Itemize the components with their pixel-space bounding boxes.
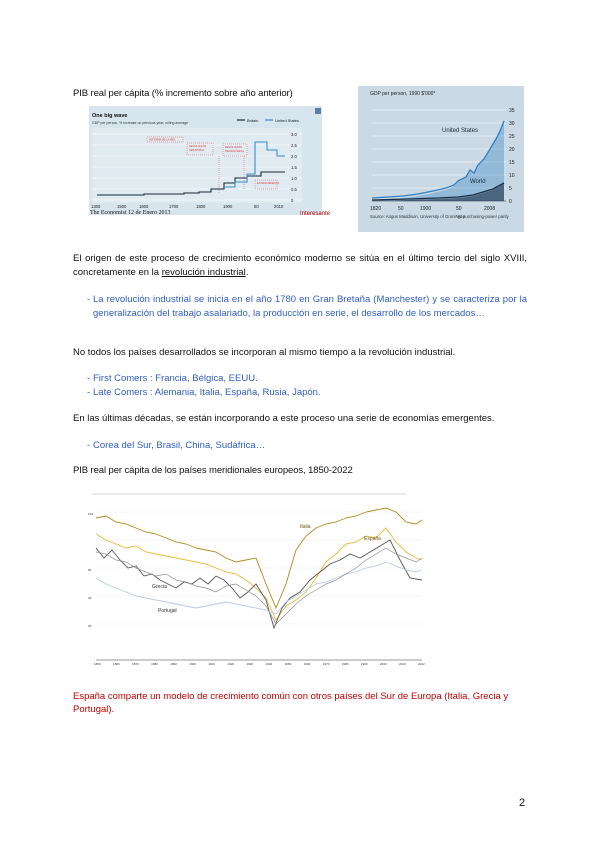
econ-xtick: 1900 [223,204,233,209]
econ-xtick: 50 [254,204,259,209]
econ-xtick: 1500 [117,204,127,209]
econ-xtick: 1700 [169,204,179,209]
svg-text:30: 30 [88,624,92,628]
maddison-chart-svg [358,86,524,232]
south-xtick: 1850 [94,662,101,666]
svg-text:INDUSTRIAL: INDUSTRIAL [189,149,205,152]
econ-ytick: 2.5 [291,143,297,148]
svg-text:40: 40 [88,596,92,600]
series-label-italia: Italia [300,524,311,530]
maddison-ytick: 10 [509,173,515,179]
svg-text:REVOLUCIÓN: REVOLUCIÓN [225,146,243,149]
south-xtick: 1950 [284,662,292,666]
south-xtick: 1970 [322,662,330,666]
south-xtick: 1980 [341,662,349,666]
south-xtick: 1870 [132,662,139,666]
series-label-espana: España [364,536,381,542]
page-number: 2 [519,797,526,809]
maddison-xtick: 50 [456,206,462,212]
maddison-label-us: United States [442,128,479,134]
svg-text:HISTORIA DE LA REV.: HISTORIA DE LA REV. [149,138,176,142]
southern-europe-chart [86,488,432,666]
econ-source: The Economist 12 de Enero 2013 [90,210,171,216]
list-item: - La revolución industrial se inicia en el año 1780 en Gran Bretaña (Manchester) y se caracteriza por la generalización del trabajo asalariado, la producción en serie, el desarrollo de los mercados… [73,293,527,320]
econ-ytick: 3.0 [291,132,297,137]
south-xtick: 1860 [113,662,120,666]
econ-legend-us: United States [275,118,300,123]
econ-xtick: 1600 [139,204,149,209]
econ-ytick: 0 [291,198,294,203]
series-label-grecia: Grecia [152,584,167,590]
econ-xtick: 1800 [196,204,206,209]
econ-xtick: 1300 [91,204,101,209]
south-xtick: 1940 [265,662,273,666]
maddison-source: Source: Angus Maddison, University of Groningen [370,214,466,219]
econ-ytick: 1.5 [291,165,297,170]
paragraph-not-all: No todos los países desarrollados se incorporan al mismo tiempo a la revolución industrial. [73,347,456,358]
south-xtick: 1910 [208,662,216,666]
paragraph-emerging: En las últimas décadas, se están incorporando a este proceso una serie de economías emergentes. [73,413,495,424]
maddison-xtick: 1820 [370,206,382,212]
list-item: - Corea del Sur, Brasil, China, Sudáfrica… [73,439,527,453]
svg-text:TECNOLÓGICA: TECNOLÓGICA [225,150,244,153]
south-xtick: 1960 [303,662,311,666]
list-item: - First Comers : Francia, Bélgica, EEUU. [73,372,527,386]
svg-text:50: 50 [88,568,92,572]
list-item: - Late Comers : Alemania, Italia, España, Rusia, Japón. [73,386,527,400]
south-xtick: 1890 [170,662,177,666]
econ-legend-britain: Britain [247,118,259,123]
econ-ytick: 1.0 [291,176,297,181]
south-xtick: 1920 [227,662,235,666]
econ-ytick: 0.5 [291,187,297,192]
maddison-xtick: 1900 [420,206,432,212]
figure-caption-southern-europe: PIB real per cápita de los países meridionales europeos, 1850-2022 [73,465,353,476]
south-xtick: 2000 [379,662,387,666]
maddison-xtick: 2008 [484,206,496,212]
econ-xtick: 2010 [274,204,284,209]
south-xtick: 1930 [246,662,254,666]
econ-ytick: 2.0 [291,154,297,159]
maddison-chart [358,86,524,232]
revolucion-industrial-link[interactable]: revolución industrial [161,267,246,278]
maddison-ytick: 20 [509,147,515,153]
south-xtick: 2010 [398,662,406,666]
southern-europe-chart-svg [86,488,432,666]
svg-text:REVOLUCIÓN: REVOLUCIÓN [189,145,207,148]
south-xtick: 2022 [418,662,425,666]
econ-subtitle: GDP per person, % increase on previous year, rolling average [92,121,189,125]
maddison-label-world: World [470,179,486,185]
bullet-list-revolution [73,293,527,320]
bullet-list-comers [73,372,527,399]
maddison-title: GDP per person, 1990 $'000* [370,91,436,97]
conclusion-text: España comparte un modelo de crecimiento común con otros países del Sur de Europa (Italia, Grecia y Portugal). [73,691,509,715]
series-label-portugal: Portugal [158,608,177,614]
economist-chart-svg [89,106,322,215]
econ-title: One big wave [92,113,128,119]
maddison-ytick: 15 [509,160,515,166]
south-xtick: 1880 [151,662,158,666]
svg-text:ESTANCAMIENTO: ESTANCAMIENTO [257,182,280,185]
maddison-ytick: 30 [509,121,515,127]
maddison-ytick: 5 [509,186,512,192]
svg-text:100: 100 [88,512,94,516]
south-xtick: 1990 [360,662,368,666]
maddison-footnote: *At purchasing-power parity [456,214,509,219]
maddison-ytick: 35 [509,108,515,114]
maddison-ytick: 0 [509,199,512,205]
bullet-list-emerging [73,439,527,453]
paragraph-origin-text: El origen de este proceso de crecimiento económico moderno se sitúa en el último tercio del siglo XVIII, concretamente en la [73,253,527,278]
paragraph-origin-end: . [245,267,249,278]
maddison-ytick: 25 [509,134,515,140]
figure-caption-gdp-growth: PIB real per cápita (% incremento sobre año anterior) [73,88,293,99]
econ-note: Interesante [300,211,331,217]
economist-chart [89,106,322,215]
south-xtick: 1900 [189,662,196,666]
paragraph-origin [73,252,527,280]
maddison-xtick: 50 [398,206,404,212]
